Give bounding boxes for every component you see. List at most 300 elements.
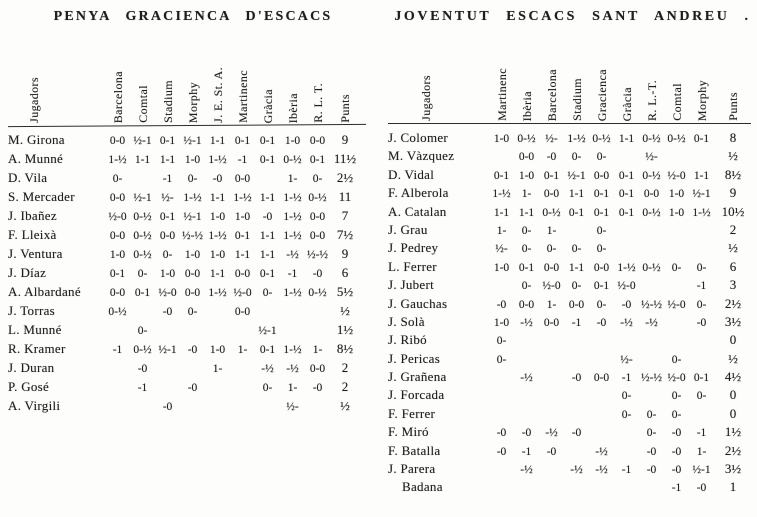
punts-value: 11½	[333, 151, 357, 166]
punts-value: 9	[341, 132, 349, 147]
result-cell: 0-	[521, 243, 532, 256]
player-name: F. Lleixà	[8, 227, 57, 242]
result-cell: 0-1	[593, 188, 610, 201]
result-cell: 0-	[571, 243, 582, 256]
column-header-label: Morphy	[185, 81, 200, 123]
table-row	[388, 148, 757, 166]
player-name: L. Munné	[8, 322, 62, 337]
table-row	[8, 322, 378, 341]
table-row	[8, 303, 378, 322]
result-cell: ½-0	[108, 211, 127, 223]
jugadors-header	[388, 26, 489, 123]
result-cell: -0	[646, 445, 657, 458]
result-cell: 0-1	[593, 206, 610, 219]
table-row	[388, 222, 757, 240]
result-cell: -0	[546, 445, 557, 458]
player-name: J. Duran	[8, 360, 55, 375]
result-cell: -0	[671, 445, 682, 458]
result-cell: ½-	[545, 133, 558, 145]
result-cell: -0	[212, 173, 223, 185]
results-body	[8, 126, 378, 417]
punts-value: 1½	[336, 322, 354, 337]
punts-value: 3	[729, 277, 737, 293]
result-cell: 1-0	[209, 249, 226, 261]
result-cell: 0-	[187, 173, 198, 185]
result-cell: -½	[286, 363, 299, 375]
result-cell: -0	[596, 316, 607, 329]
result-cell: -1	[112, 344, 123, 356]
result-cell: ½-1	[567, 169, 586, 182]
result-cell: 0-0	[234, 306, 251, 318]
table-row	[388, 479, 757, 497]
result-cell: -1	[137, 382, 148, 394]
table-row	[388, 296, 757, 314]
result-cell: 0-1	[259, 344, 276, 356]
column-header-label: Morphy	[694, 79, 709, 121]
result-cell: 0-0	[309, 230, 326, 242]
player-name: R. Kramer	[8, 341, 66, 356]
result-cell: 1-1	[568, 261, 585, 274]
punts-value: 4½	[724, 369, 742, 385]
result-cell: 0-	[262, 287, 273, 299]
result-cell: 0-1	[693, 372, 710, 385]
column-header	[589, 26, 614, 123]
player-name: J. Díaz	[8, 265, 47, 280]
result-cell: 1-	[237, 344, 248, 356]
result-cell: 0-1	[109, 268, 126, 280]
result-cell: ½-	[495, 243, 508, 256]
result-cell: ½-0	[667, 372, 686, 385]
result-cell: 0-½	[517, 133, 536, 145]
table-row	[388, 130, 757, 148]
punts-value: 7½	[336, 227, 354, 242]
result-cell: 0-	[521, 224, 532, 237]
result-cell: 1-½	[233, 192, 252, 204]
result-cell: -½	[520, 316, 533, 329]
column-header-label: Stadium	[160, 80, 175, 123]
result-cell: 0-0	[518, 151, 535, 164]
result-cell: 0-	[596, 224, 607, 237]
result-cell: 0-0	[159, 230, 176, 242]
player-name: F. Ferrer	[388, 405, 436, 421]
result-cell: ½-1	[183, 211, 202, 223]
result-cell: -0	[621, 298, 632, 311]
jugadors-header	[8, 26, 105, 125]
column-header-label: Punts	[726, 92, 740, 121]
result-cell: ½-	[645, 151, 658, 164]
result-cell: 1-1	[234, 249, 251, 261]
player-name: J. Ribó	[388, 332, 427, 348]
table-title: PENYA GRACIENCA D'ESCACS	[53, 9, 333, 24]
result-cell: 1-½	[283, 344, 302, 356]
table-row	[388, 369, 757, 387]
result-cell: 1-1	[134, 154, 151, 166]
result-cell: 1-1	[693, 169, 710, 182]
column-header	[514, 26, 539, 123]
result-cell: 1-½	[567, 133, 586, 145]
result-cell: 0-0	[234, 173, 251, 185]
punts-value: 6	[729, 258, 737, 274]
result-cell: 0-1	[593, 280, 610, 293]
table-row	[388, 277, 757, 295]
column-header	[489, 26, 514, 123]
column-header-label: R. L. T.	[310, 83, 325, 123]
result-cell: 0-	[112, 173, 123, 185]
result-cell: 0-	[137, 268, 148, 280]
result-cell: 1-0	[668, 188, 685, 201]
table-row	[388, 259, 757, 277]
result-cell: 0-	[696, 298, 707, 311]
column-header-label: Martinenc	[235, 70, 250, 123]
result-cell: 0-1	[159, 135, 176, 147]
result-cell: 0-0	[543, 316, 560, 329]
table-row	[388, 351, 757, 369]
result-cell: ½-1	[258, 325, 277, 337]
result-cell: 1-	[287, 173, 298, 185]
result-cell: ½-1	[133, 192, 152, 204]
result-cell: 0-0	[109, 192, 126, 204]
result-cell: 0-1	[618, 206, 635, 219]
result-cell: ½-	[620, 353, 633, 366]
table-title: JOVENTUT ESCACS SANT ANDREU .	[394, 9, 751, 24]
punts-value: 2½	[336, 170, 354, 185]
result-cell: 1-0	[159, 268, 176, 280]
result-cell: 1-½	[283, 230, 302, 242]
result-cell: 0-1	[618, 169, 635, 182]
player-name: J. Ventura	[8, 246, 63, 261]
column-header-label: Comtal	[669, 83, 684, 121]
result-cell: 0-	[646, 427, 657, 440]
table-row	[388, 461, 757, 479]
result-cell: 1-0	[209, 211, 226, 223]
result-cell: 1-0	[518, 169, 535, 182]
player-name: J. Grau	[388, 221, 428, 237]
result-cell: 0-½	[308, 287, 327, 299]
result-cell: -½	[570, 464, 583, 477]
table-row	[8, 170, 378, 189]
jugadors-label: Jugadors	[419, 75, 433, 121]
column-header	[664, 26, 689, 123]
column-header	[714, 26, 752, 123]
column-header	[205, 26, 230, 125]
result-cell: 0-0	[109, 287, 126, 299]
result-cell: 1-0	[184, 249, 201, 261]
result-cell: 0-	[496, 353, 507, 366]
result-cell: -½	[620, 316, 633, 329]
result-cell: -1	[162, 173, 173, 185]
column-header	[614, 26, 639, 123]
result-cell: -0	[696, 482, 707, 495]
result-cell: 1-0	[493, 133, 510, 145]
result-cell: 1-1	[209, 192, 226, 204]
result-cell: 1-0	[234, 211, 251, 223]
result-cell: 1-	[546, 298, 557, 311]
result-cell: 0-1	[259, 268, 276, 280]
player-name: F. Alberola	[388, 185, 449, 201]
result-cell: -0	[696, 316, 707, 329]
result-cell: 1-1	[209, 268, 226, 280]
result-cell: 0-	[646, 408, 657, 421]
result-cell: 0-0	[518, 298, 535, 311]
result-cell: 0-1	[259, 154, 276, 166]
column-header	[155, 26, 180, 125]
punts-value: 9	[341, 246, 349, 261]
result-cell: -½	[645, 316, 658, 329]
table-row	[8, 284, 378, 303]
column-header-label: Gracienca	[594, 68, 609, 121]
result-cell: -½	[520, 372, 533, 385]
table-row	[388, 314, 757, 332]
result-cell: 0-½	[592, 133, 611, 145]
column-header	[230, 26, 255, 125]
result-cell: ½-½	[640, 298, 663, 311]
result-cell: -0	[496, 427, 507, 440]
result-cell: 0-½	[642, 133, 661, 145]
column-header	[330, 26, 360, 125]
result-cell: 1-½	[283, 287, 302, 299]
result-cell: 0-0	[543, 261, 560, 274]
result-cell: 0-½	[642, 261, 661, 274]
result-cell: 0-0	[543, 188, 560, 201]
result-cell: 1-1	[493, 206, 510, 219]
punts-value: 8	[729, 130, 737, 145]
result-cell: 0-	[671, 390, 682, 403]
result-cell: 0-0	[309, 363, 326, 375]
result-cell: 0-½	[133, 211, 152, 223]
result-cell: 0-0	[184, 268, 201, 280]
result-cell: -0	[262, 211, 273, 223]
result-cell: 0-½	[542, 206, 561, 219]
result-cell: -0	[671, 427, 682, 440]
result-cell: 0-	[262, 382, 273, 394]
result-cell: 1-	[212, 363, 223, 375]
column-header	[180, 26, 205, 125]
player-name: J. Ibañez	[8, 208, 57, 223]
table-row	[8, 227, 378, 246]
player-name: M. Girona	[8, 132, 65, 147]
punts-value: ½	[728, 148, 738, 164]
result-cell: 1-1	[259, 230, 276, 242]
player-name: J. Colomer	[388, 130, 449, 145]
result-cell: -0	[571, 372, 582, 385]
punts-value: 7	[341, 208, 349, 223]
result-cell: 0-½	[667, 133, 686, 145]
result-cell: -½	[595, 464, 608, 477]
result-cell: 1-	[287, 382, 298, 394]
result-cell: 0-0	[234, 268, 251, 280]
result-cell: ½-½	[181, 230, 204, 242]
column-header	[639, 26, 664, 123]
result-cell: ½-1	[183, 135, 202, 147]
result-cell: 0-1	[568, 206, 585, 219]
player-name: J. Pedrey	[388, 240, 439, 256]
punts-value: 2	[341, 360, 349, 375]
result-cell: 0-½	[642, 206, 661, 219]
result-cell: 0-½	[133, 249, 152, 261]
result-cell: ½-1	[692, 188, 711, 201]
column-header-label: R. L.-T.	[644, 80, 659, 121]
result-cell: -1	[621, 372, 632, 385]
result-cell: 1-½	[208, 230, 227, 242]
result-cell: 0-	[521, 280, 532, 293]
table-row	[8, 246, 378, 265]
table-row	[8, 265, 378, 284]
result-cell: 0-	[621, 408, 632, 421]
table-row	[388, 387, 757, 405]
result-cell: -0	[187, 382, 198, 394]
player-name: S. Mercader	[8, 189, 75, 204]
player-name: A. Virgili	[8, 398, 61, 413]
result-cell: -½	[261, 363, 274, 375]
result-cell: 1-1	[568, 188, 585, 201]
result-cell: 0-	[671, 408, 682, 421]
result-cell: ½-0	[542, 280, 561, 293]
player-name: J. Torras	[8, 303, 56, 318]
result-cell: -0	[137, 363, 148, 375]
result-cell: 0-1	[259, 135, 276, 147]
column-header	[255, 26, 280, 125]
result-cell: 0-0	[109, 230, 126, 242]
result-cell: 1-1	[209, 135, 226, 147]
column-header-label: Stadium	[569, 78, 584, 121]
player-name: J. Gauchas	[388, 295, 448, 311]
result-cell: -0	[671, 464, 682, 477]
column-header-label: Gràcia	[619, 86, 634, 121]
result-cell: -½	[595, 445, 608, 458]
punts-value: 0	[729, 405, 737, 421]
table-row	[8, 189, 378, 208]
result-cell: -1	[696, 427, 707, 440]
result-cell: 0-0	[184, 287, 201, 299]
column-header	[280, 26, 305, 125]
table-row	[8, 360, 378, 379]
column-header-label: Barcelona	[110, 70, 125, 123]
result-cell: 0-1	[159, 211, 176, 223]
result-cell: -0	[646, 464, 657, 477]
punts-value: 6	[341, 265, 349, 280]
table-row	[8, 208, 378, 227]
table-row	[8, 151, 378, 170]
result-cell: 0-1	[493, 169, 510, 182]
column-header-label: Martinenc	[494, 68, 509, 121]
result-cell: ½-1	[692, 464, 711, 477]
result-cell: -1	[521, 445, 532, 458]
table-row	[8, 132, 378, 151]
result-cell: -1	[237, 154, 248, 166]
result-cell: -0	[162, 306, 173, 318]
punts-value: 8½	[336, 341, 354, 356]
result-cell: 0-1	[234, 135, 251, 147]
result-cell: 0-0	[593, 372, 610, 385]
table-row	[8, 341, 378, 360]
result-cell: 0-	[162, 249, 173, 261]
column-headers	[388, 26, 757, 123]
result-cell: 1-0	[209, 344, 226, 356]
result-cell: 1-0	[184, 154, 201, 166]
result-cell: 1-½	[617, 261, 636, 274]
table-row	[388, 332, 757, 350]
player-name: A. Munné	[8, 151, 64, 166]
result-cell: 1-½	[492, 188, 511, 201]
result-cell: 0-½	[283, 154, 302, 166]
player-name: M. Vàzquez	[388, 148, 455, 164]
punts-value: 1½	[724, 424, 742, 440]
result-cell: 1-0	[668, 206, 685, 219]
result-cell: 0-0	[568, 298, 585, 311]
punts-value: 8½	[724, 166, 742, 182]
player-name: F. Miró	[388, 424, 429, 440]
result-cell: ½-0	[158, 287, 177, 299]
result-cell: 0-	[671, 261, 682, 274]
result-cell: 0-0	[593, 169, 610, 182]
jugadors-label: Jugadors	[27, 77, 41, 123]
result-cell: 0-1	[543, 169, 560, 182]
player-name: A. Albardané	[8, 284, 81, 299]
player-name: D. Vila	[8, 170, 48, 185]
result-cell: ½-½	[640, 372, 663, 385]
player-name: Badana	[402, 479, 443, 495]
punts-value: 5½	[336, 284, 354, 299]
column-header-label: Gràcia	[260, 88, 275, 123]
punts-value: 3½	[724, 313, 742, 329]
column-header-label: Ibèria	[519, 90, 534, 121]
result-cell: 0-1	[134, 287, 151, 299]
result-cell: 0-½	[108, 306, 127, 318]
table-row	[388, 204, 757, 222]
punts-value: ½	[340, 303, 350, 318]
result-cell: -1	[696, 280, 707, 293]
result-cell: 1-1	[259, 249, 276, 261]
result-cell: 1-½	[183, 192, 202, 204]
result-cell: 0-1	[234, 230, 251, 242]
result-cell: 0-1	[518, 261, 535, 274]
result-cell: 0-	[312, 173, 323, 185]
column-header	[105, 26, 130, 125]
result-cell: -½	[545, 427, 558, 440]
result-cell: 1-1	[259, 192, 276, 204]
column-headers	[8, 26, 378, 125]
result-cell: 1-½	[692, 206, 711, 219]
result-cell: 1-0	[284, 135, 301, 147]
result-cell: -0	[312, 382, 323, 394]
table-row	[388, 424, 757, 442]
result-cell: 0-	[596, 151, 607, 164]
result-cell: 1-½	[108, 154, 127, 166]
player-name: J. Grañena	[388, 369, 447, 385]
column-header	[305, 26, 330, 125]
punts-value: 2	[341, 379, 349, 394]
player-name: J. Parera	[388, 461, 436, 477]
punts-value: 2½	[724, 442, 742, 458]
player-name: J. Jubert	[388, 277, 435, 293]
result-cell: 1-	[312, 344, 323, 356]
result-cell: ½-0	[667, 298, 686, 311]
table-row	[8, 379, 378, 398]
result-cell: -1	[621, 464, 632, 477]
result-cell: ½-	[286, 401, 299, 413]
table-row	[388, 406, 757, 424]
result-cell: 0-	[496, 335, 507, 348]
punts-value: 0	[729, 387, 737, 403]
result-cell: 0-0	[309, 135, 326, 147]
result-cell: -½	[286, 249, 299, 261]
results-body	[388, 124, 757, 498]
player-name: F. Batalla	[388, 442, 441, 458]
result-cell: 0-0	[309, 211, 326, 223]
punts-value: ½	[728, 240, 738, 256]
table-row	[388, 167, 757, 185]
result-cell: 0-	[137, 325, 148, 337]
